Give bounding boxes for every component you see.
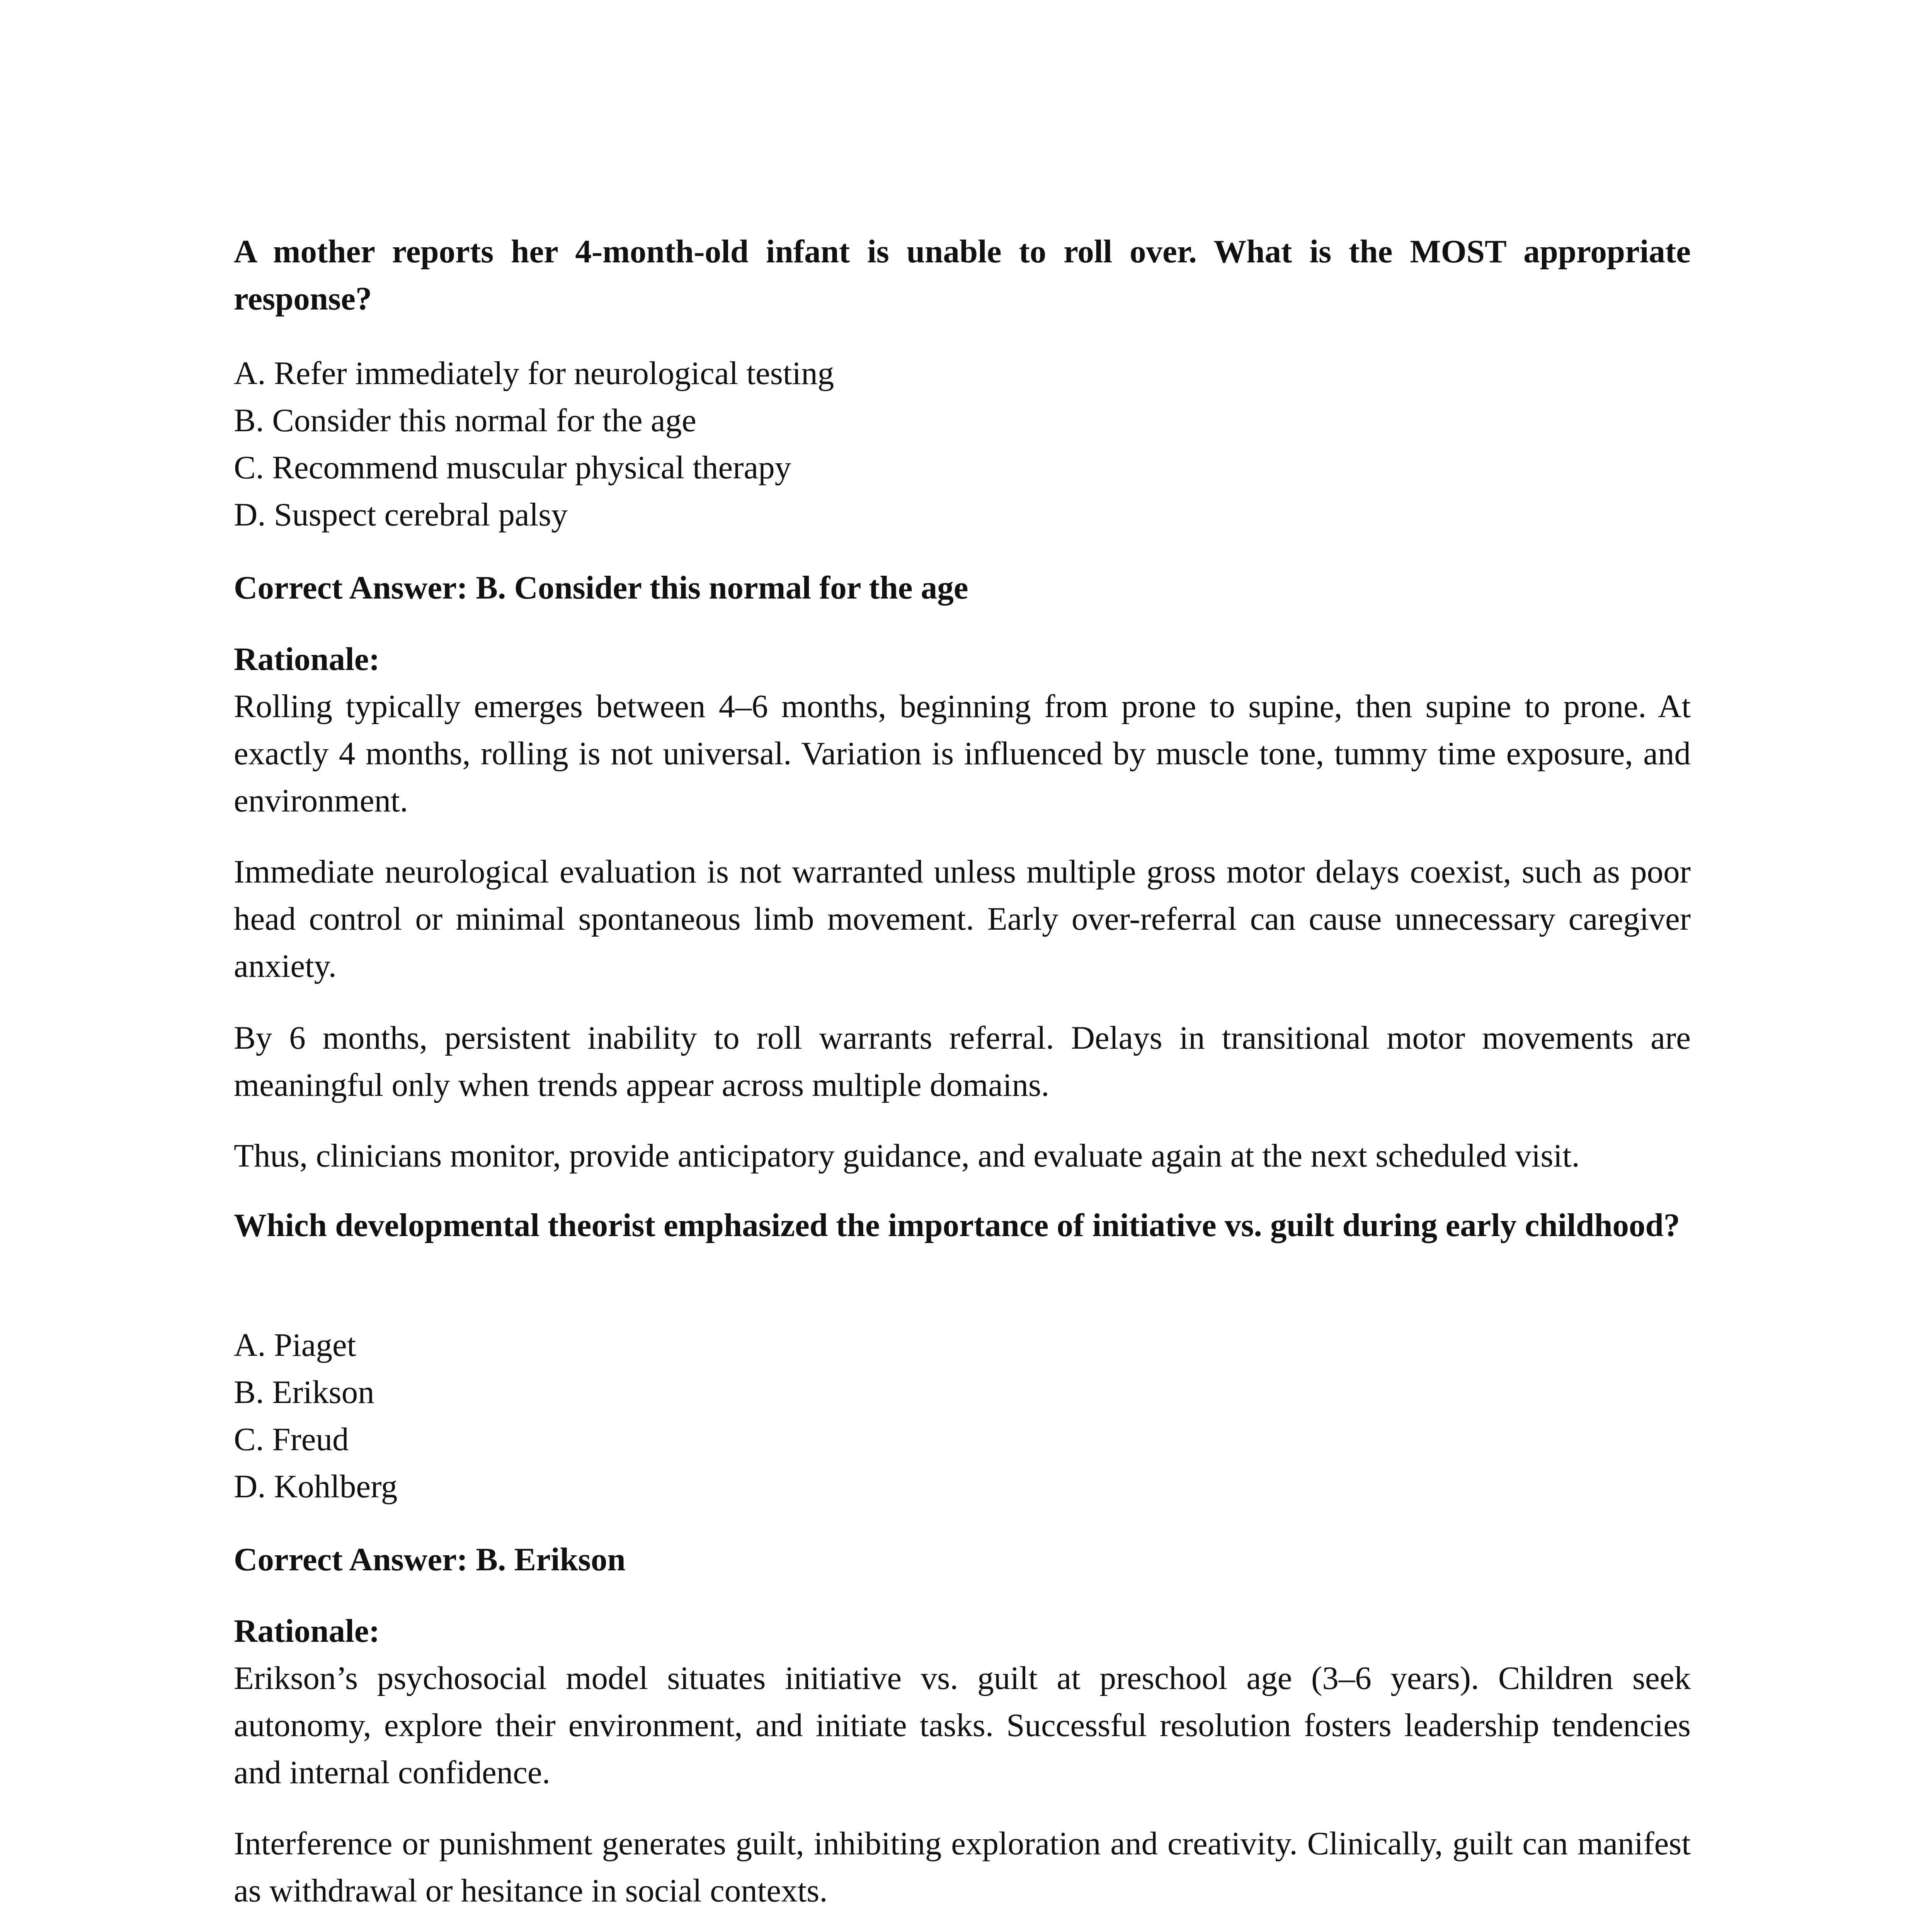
- option-b: B. Consider this normal for the age: [234, 402, 696, 439]
- question-2-rationale-label: Rationale:: [234, 1613, 380, 1649]
- question-1-rationale-p4: Thus, clinicians monitor, provide anticipatory guidance, and evaluate again at the next scheduled visit.: [234, 1138, 1580, 1174]
- question-1-options: [234, 350, 1691, 538]
- question-2-correct-answer: Correct Answer: B. Erikson: [234, 1541, 626, 1578]
- question-2-options: [234, 1321, 1691, 1510]
- question-1-stem: A mother reports her 4-month-old infant is unable to roll over. What is the MOST appropriate response?: [234, 233, 1691, 317]
- option-b: B. Erikson: [234, 1374, 374, 1410]
- question-2-stem: Which developmental theorist emphasized the importance of initiative vs. guilt during early childhood?: [234, 1207, 1680, 1243]
- document-page: [234, 0, 1691, 1932]
- question-1-correct-answer: Correct Answer: B. Consider this normal for the age: [234, 570, 968, 606]
- question-1-rationale-p1: Rolling typically emerges between 4–6 months, beginning from prone to supine, then supine to prone. At exactly 4 months, rolling is not universal. Variation is influenced by muscle tone, tummy time exposure, and environment.: [234, 688, 1691, 819]
- option-a: A. Piaget: [234, 1327, 356, 1363]
- question-2-rationale-p2: Interference or punishment generates guilt, inhibiting exploration and creativity. Clinically, guilt can manifest as withdrawal or hesitance in social contexts.: [234, 1825, 1691, 1909]
- option-d: D. Suspect cerebral palsy: [234, 497, 568, 533]
- question-1-rationale-p2: Immediate neurological evaluation is not warranted unless multiple gross motor delays coexist, such as poor head control or minimal spontaneous limb movement. Early over-referral can cause unnecessary caregiver anxiety.: [234, 854, 1691, 984]
- option-a: A. Refer immediately for neurological testing: [234, 355, 834, 391]
- option-c: C. Recommend muscular physical therapy: [234, 449, 791, 486]
- question-2-rationale-p1: Erikson’s psychosocial model situates initiative vs. guilt at preschool age (3–6 years). Children seek autonomy, explore their environment, and initiate tasks. Successful resolution fosters leadership tendencies and internal confidence.: [234, 1660, 1691, 1791]
- option-d: D. Kohlberg: [234, 1468, 398, 1505]
- question-1-rationale-p3: By 6 months, persistent inability to roll warrants referral. Delays in transitional motor movements are meaningful only when trends appear across multiple domains.: [234, 1020, 1691, 1103]
- option-c: C. Freud: [234, 1421, 349, 1458]
- question-1-rationale-label: Rationale:: [234, 641, 380, 677]
